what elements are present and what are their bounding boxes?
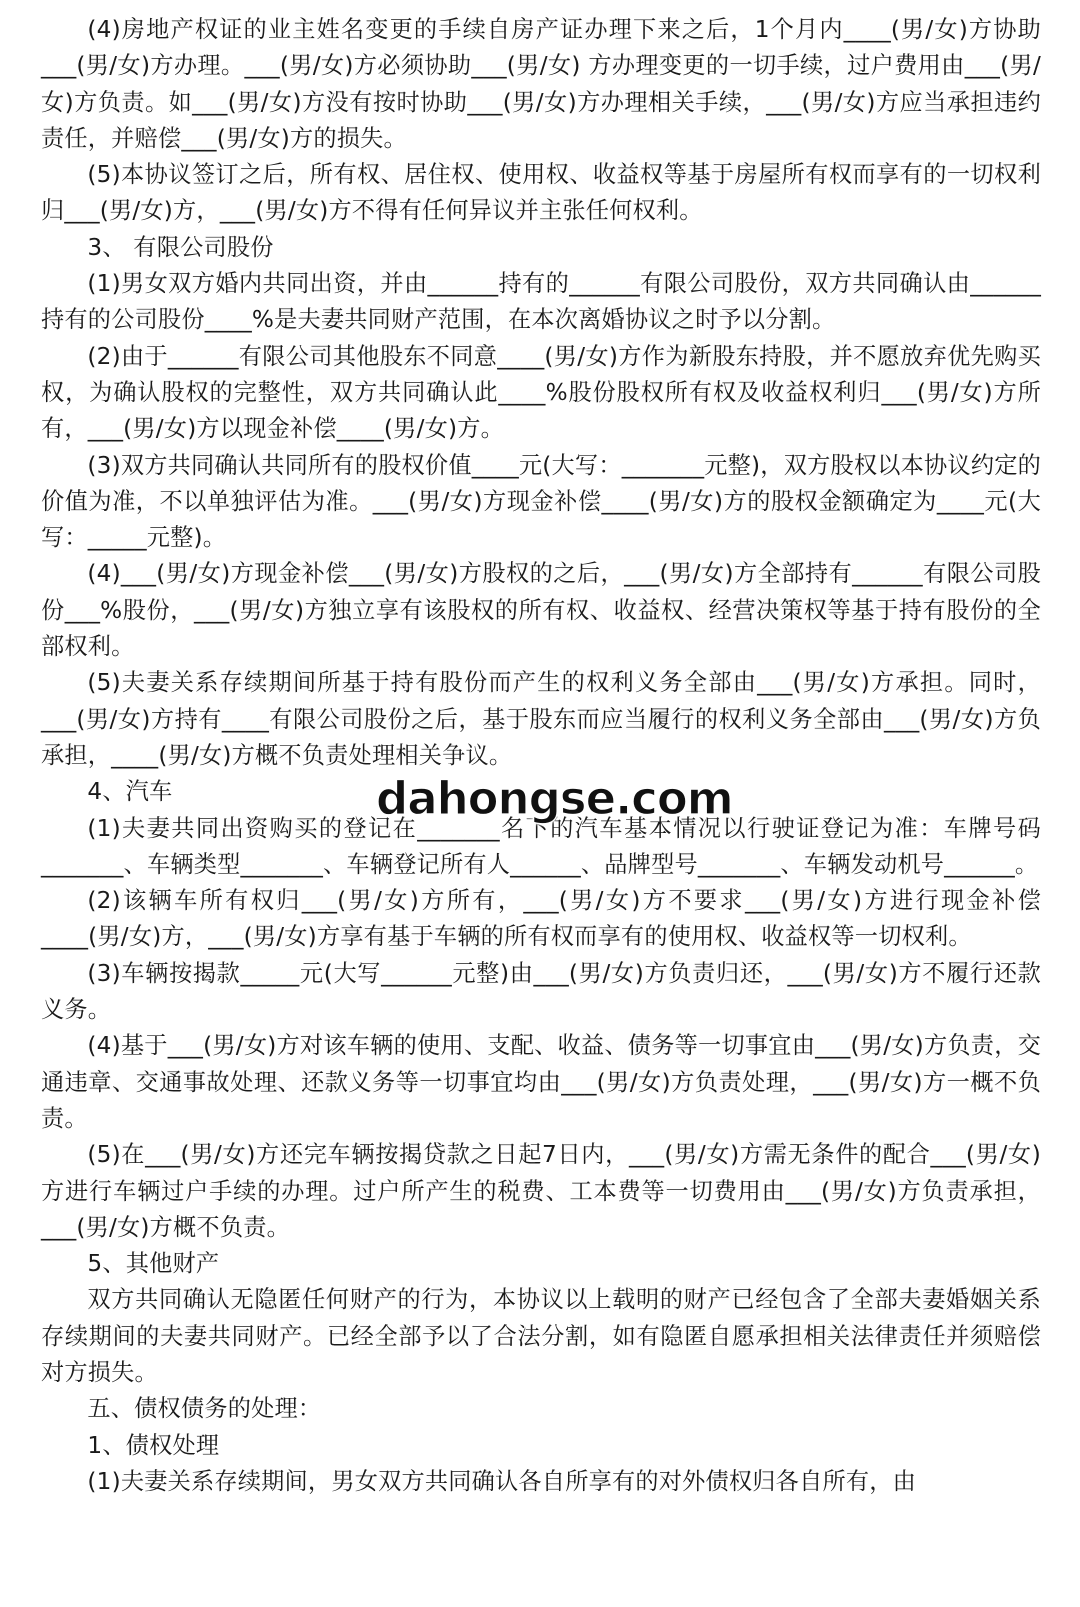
paragraph-car-1: (1)夫妻共同出资购买的登记在_______名下的汽车基本情况以行驶证登记为准：车牌号码_______、车辆类型_______、车辆登记所有人______、品牌型号_______、车辆发动机号______。 <box>41 814 1041 878</box>
paragraph-car-3: (3)车辆按揭款_____元(大写______元整)由___(男/女)方负责归还，___(男/女)方不履行还款义务。 <box>41 959 1041 1024</box>
document-body <box>41 12 1041 1500</box>
paragraph-car-5: (5)在___(男/女)方还完车辆按揭贷款之日起7日内，___(男/女)方需无条件的配合___(男/女)方进行车辆过户手续的办理。过户所产生的税费、工本费等一切费用由___(男/女)方负责承担，___(男/女)方概不负责。 <box>41 1141 1041 1241</box>
paragraph-property-cert-5: (5)本协议签订之后，所有权、居住权、使用权、收益权等基于房屋所有权而享有的一切权利归___(男/女)方，___(男/女)方不得有任何异议并主张任何权利。 <box>41 161 1041 225</box>
paragraph-shares-3: (3)双方共同确认共同所有的股权价值____元(大写：_______元整)，双方股权以本协议约定的价值为准，不以单独评估为准。___(男/女)方现金补偿____(男/女)方的股权金额确定为____元(大写：_____元整)。 <box>41 451 1041 552</box>
paragraph-claims-1: (1)夫妻关系存续期间，男女双方共同确认各自所享有的对外债权归各自所有，由 <box>87 1467 917 1495</box>
watermark-logo: dahongse.com <box>376 772 733 825</box>
paragraph-car-4: (4)基于___(男/女)方对该车辆的使用、支配、收益、债务等一切事宜由___(男/女)方负责，交通违章、交通事故处理、还款义务等一切事宜均由___(男/女)方负责处理，___(男/女)方一概不负责。 <box>41 1032 1041 1132</box>
paragraph-shares-4: (4)___(男/女)方现金补偿___(男/女)方股权的之后，___(男/女)方全部持有______有限公司股份___%股份，___(男/女)方独立享有该股权的所有权、收益权、经营决策权等基于持有股份的全部权利。 <box>41 560 1041 661</box>
paragraph-shares-5: (5)夫妻关系存续期间所基于持有股份而产生的权利义务全部由___(男/女)方承担。同时，___(男/女)方持有____有限公司股份之后，基于股东而应当履行的权利义务全部由___(男/女)方负承担，____(男/女)方概不负责处理相关争议。 <box>41 669 1041 769</box>
paragraph-car-2: (2)该辆车所有权归___(男/女)方所有，___(男/女)方不要求___(男/女)方进行现金补偿____(男/女)方，___(男/女)方享有基于车辆的所有权而享有的使用权、收益权等一切权利。 <box>41 887 1041 951</box>
section-heading-other-property: 5、其他财产 <box>87 1250 220 1278</box>
section-heading-claims: 1、债权处理 <box>87 1431 220 1459</box>
paragraph-property-cert-4: (4)房地产权证的业主姓名变更的手续自房产证办理下来之后，1个月内____(男/女)方协助___(男/女)方办理。___(男/女)方必须协助___(男/女) 方办理变更的一切手续，过户费用由___(男/女)方负责。如___(男/女)方没有按时协助___(男/女)方办理相关手续，___(男/女)方应当承担违约责任，并赔偿___(男/女)方的损失。 <box>41 16 1041 152</box>
section-heading-company-shares: 3、 有限公司股份 <box>87 233 274 261</box>
paragraph-other-property: 双方共同确认无隐匿任何财产的行为，本协议以上载明的财产已经包含了全部夫妻婚姻关系存续期间的夫妻共同财产。已经全部予以了合法分割，如有隐匿自愿承担相关法律责任并须赔偿对方损失。 <box>41 1286 1041 1386</box>
paragraph-shares-1: (1)男女双方婚内共同出资，并由______持有的______有限公司股份，双方共同确认由______持有的公司股份____%是夫妻共同财产范围，在本次离婚协议之时予以分割。 <box>41 270 1041 334</box>
paragraph-shares-2: (2)由于______有限公司其他股东不同意____(男/女)方作为新股东持股，并不愿放弃优先购买权，为确认股权的完整性，双方共同确认此____%股份股权所有权及收益权利归___(男/女)方所有，___(男/女)方以现金补偿____(男/女)方。 <box>41 342 1041 443</box>
section-heading-car: 4、汽车 <box>87 778 173 806</box>
section-heading-debts: 五、债权债务的处理： <box>87 1395 322 1423</box>
